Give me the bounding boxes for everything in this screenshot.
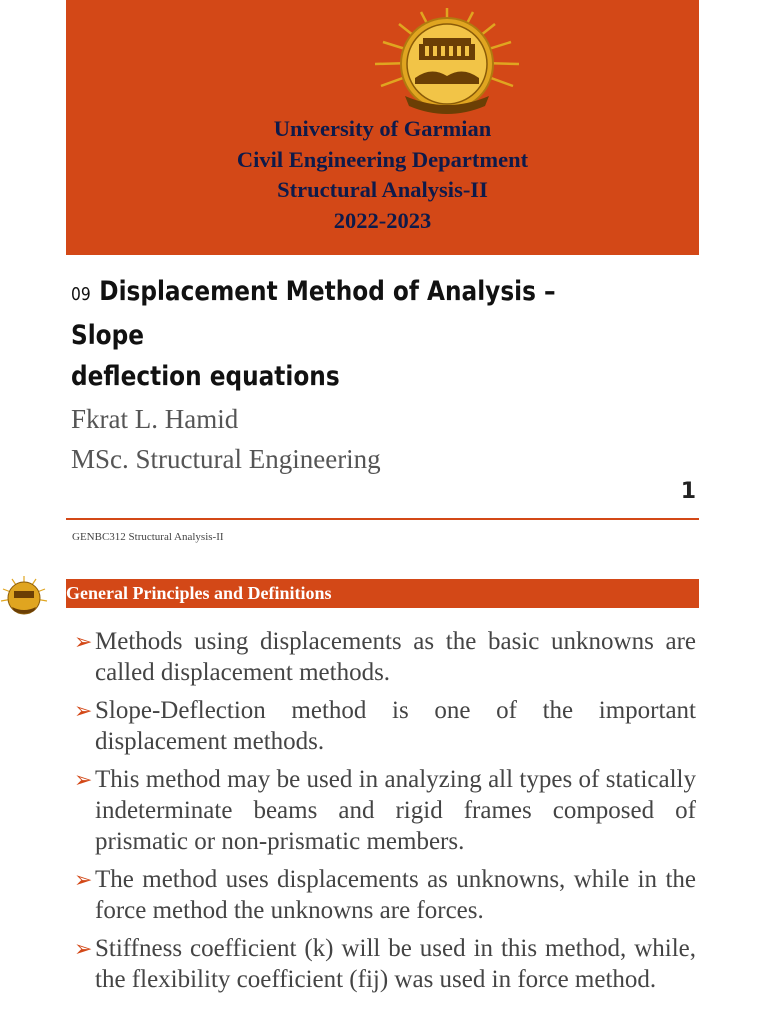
bullet-text: This method may be used in analyzing all types of statically indeterminate beams and rigid frames composed of prismatic or non-prismatic members. <box>95 766 696 855</box>
arrow-bullet-icon: ➢ <box>74 936 93 961</box>
slide-header-banner <box>66 0 699 255</box>
page-number: 1 <box>680 479 696 504</box>
university-logo <box>371 6 523 124</box>
author-name: Fkrat L. Hamid <box>71 404 239 434</box>
academic-year: 2022-2023 <box>333 207 432 233</box>
lecture-title <box>71 271 613 397</box>
author-degree: MSc. Structural Engineering <box>71 444 381 474</box>
section-title-bar: General Principles and Definitions <box>66 579 699 608</box>
small-university-logo <box>0 575 48 617</box>
list-item <box>74 626 696 688</box>
arrow-bullet-icon: ➢ <box>74 629 93 654</box>
small-emblem-icon <box>0 575 48 617</box>
bullet-list <box>74 626 696 1002</box>
title-line-1: Displacement Method of Analysis – Slope <box>71 276 556 351</box>
title-line-2: deflection equations <box>71 361 340 392</box>
arrow-bullet-icon: ➢ <box>74 698 93 723</box>
bullet-text: The method uses displacements as unknowns, while in the force method the unknowns are forces. <box>95 866 696 924</box>
list-item <box>74 933 696 995</box>
list-item <box>74 764 696 857</box>
course-info <box>66 114 699 236</box>
department-name: Civil Engineering Department <box>236 146 529 172</box>
lecture-number: 09 <box>71 284 91 305</box>
divider-line <box>66 518 699 520</box>
bullet-text: Slope-Deflection method is one of the important displacement methods. <box>95 697 696 755</box>
bullet-text: Stiffness coefficient (k) will be used in this method, while, the flexibility coefficient (fij) was used in force method. <box>95 935 696 993</box>
arrow-bullet-icon: ➢ <box>74 767 93 792</box>
course-name: Structural Analysis-II <box>277 177 488 202</box>
university-name: University of Garmian <box>273 116 492 141</box>
bullet-text: Methods using displacements as the basic unknowns are called displacement methods. <box>95 628 696 686</box>
footer-course-code: GENBC312 Structural Analysis-II <box>72 531 224 543</box>
author-block <box>71 399 381 479</box>
arrow-bullet-icon: ➢ <box>74 867 93 892</box>
sun-emblem-icon <box>371 6 523 124</box>
list-item <box>74 864 696 926</box>
list-item <box>74 695 696 757</box>
